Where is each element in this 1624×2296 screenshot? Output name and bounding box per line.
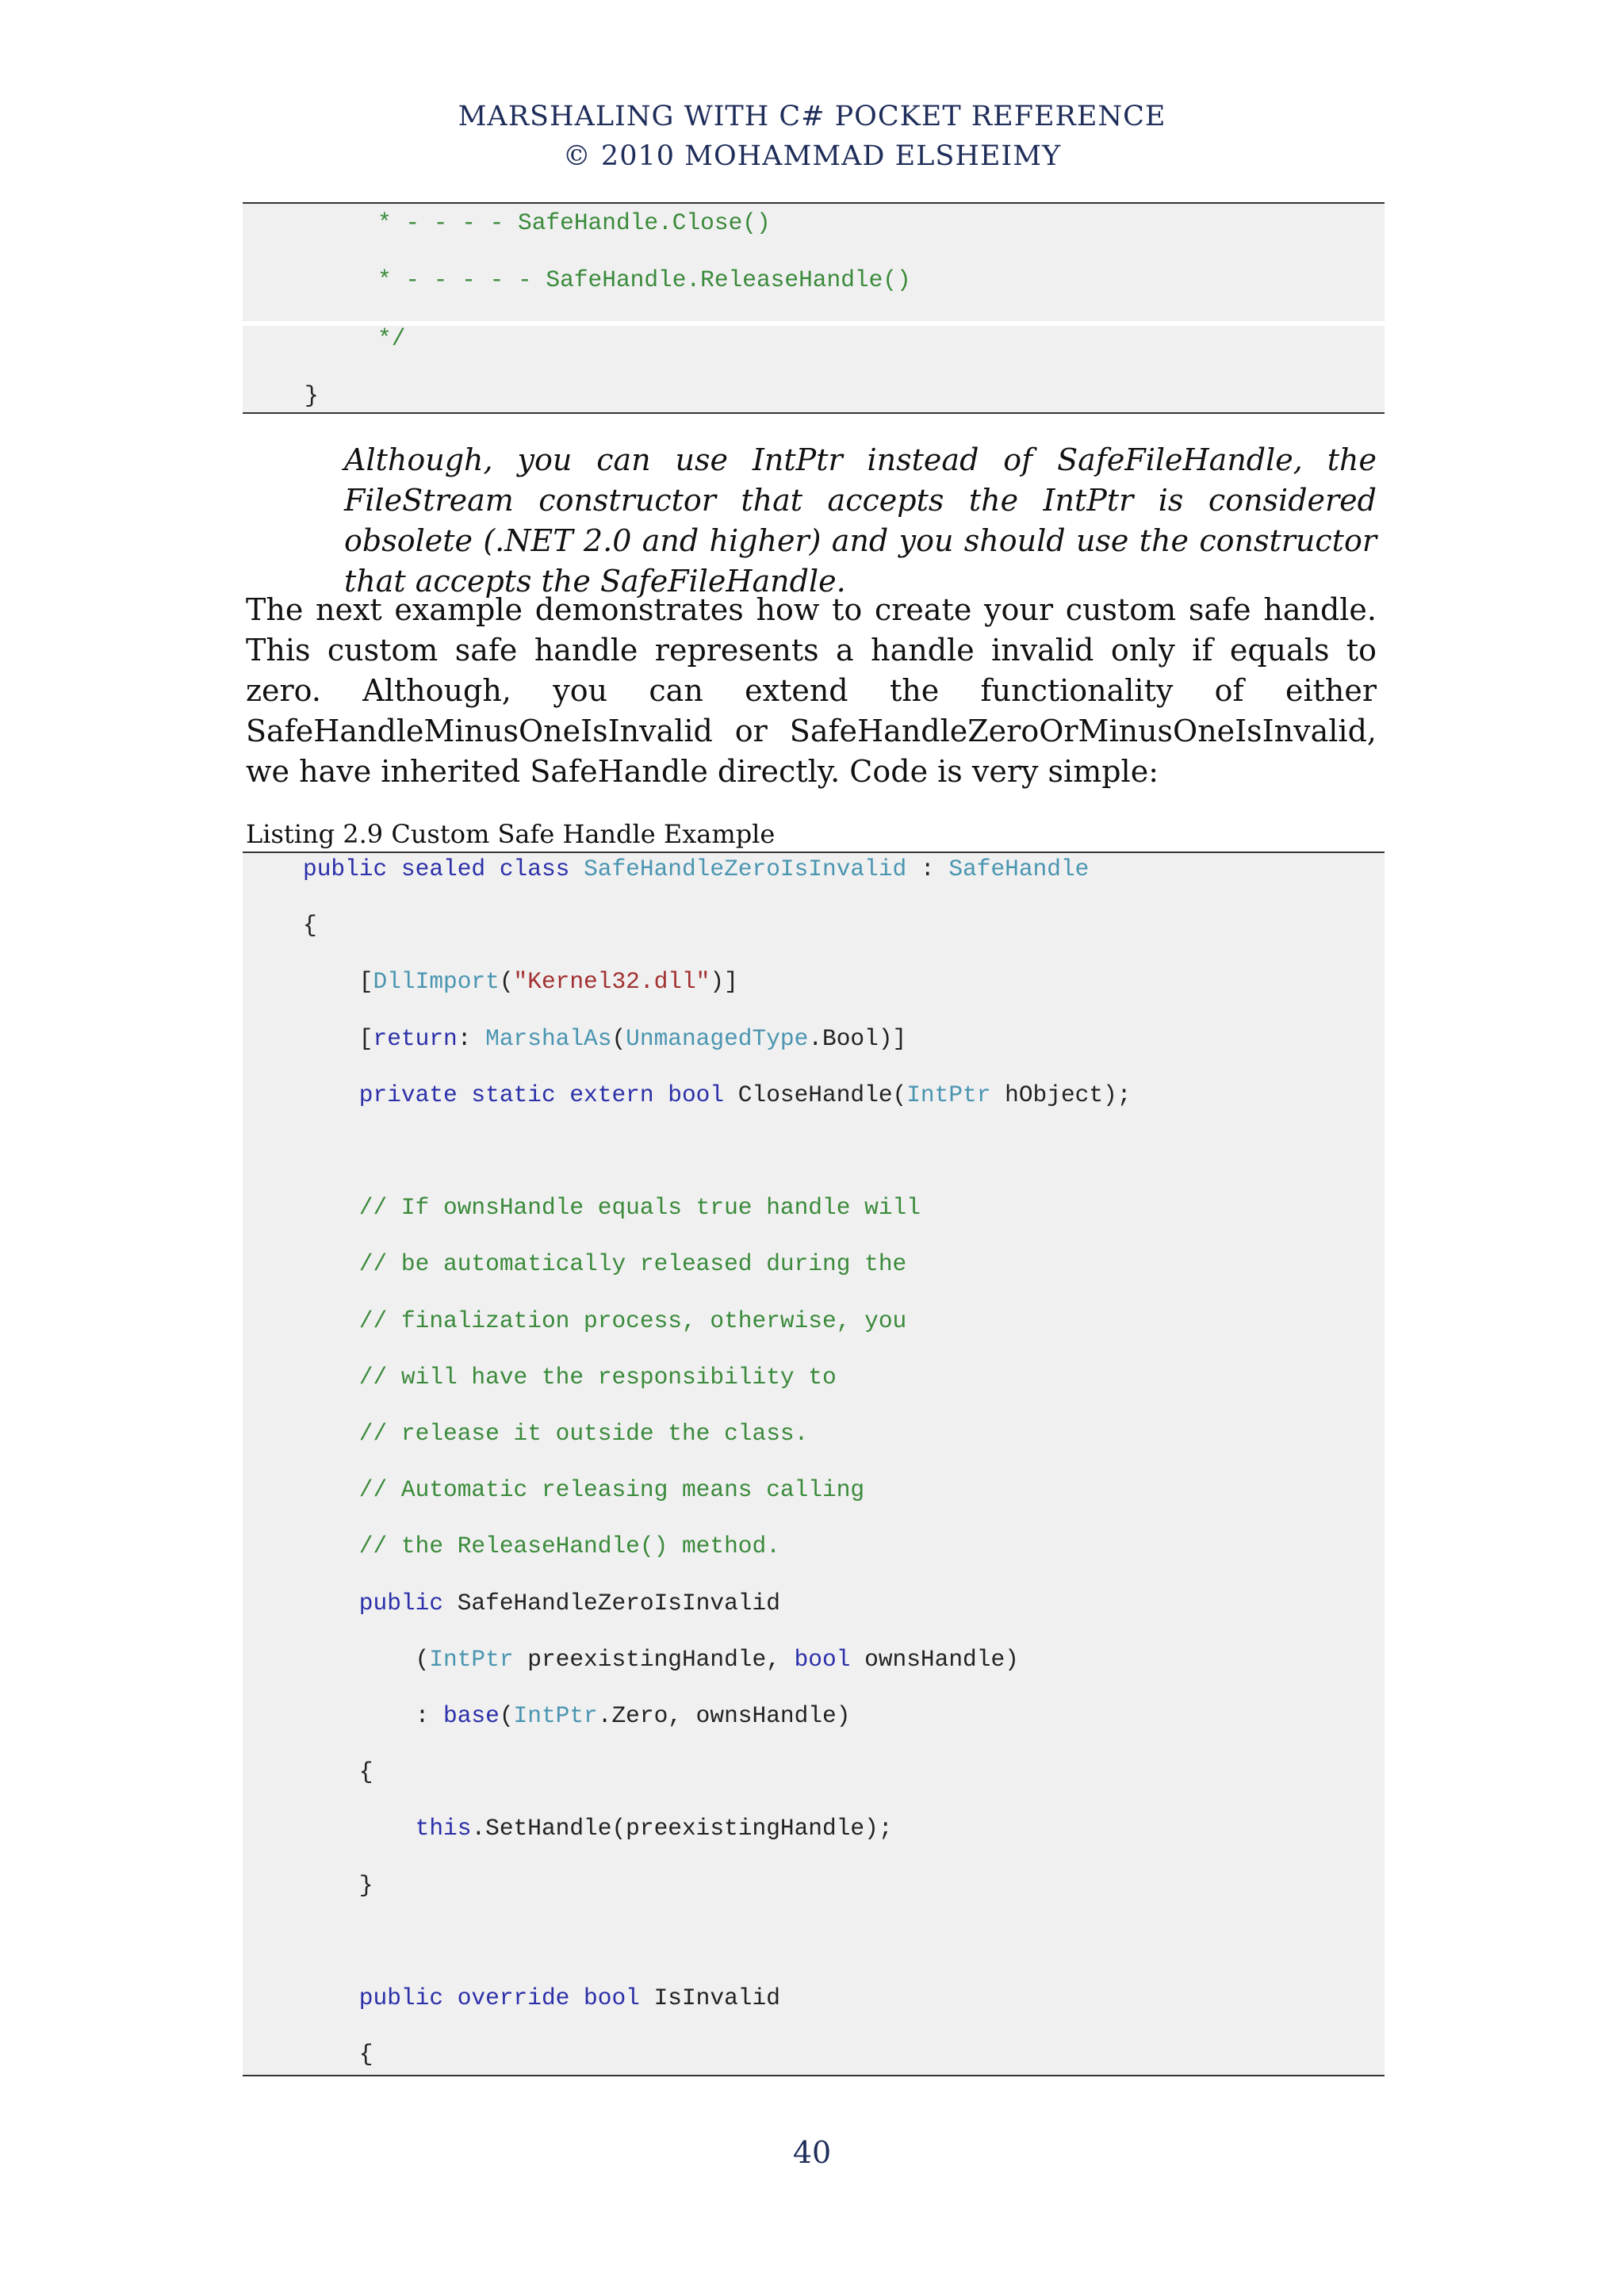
code-token: ( (611, 1024, 626, 1052)
code-token: private static extern bool (303, 1081, 738, 1108)
code-token: ( (499, 968, 514, 996)
code-line (303, 1023, 906, 1054)
code-token: public override bool (303, 1984, 654, 2011)
code-token: { (303, 912, 317, 939)
code-token: : (303, 1702, 444, 1729)
code-token: public sealed class (303, 855, 584, 882)
code-token: .SetHandle(preexistingHandle); (471, 1815, 893, 1843)
code-line (303, 1756, 373, 1788)
code-line (303, 1982, 780, 2014)
code-token: : (906, 855, 949, 882)
code-token: MarshalAs (485, 1024, 612, 1052)
code-token: return (373, 1024, 458, 1052)
code-line (303, 1644, 1019, 1675)
code-token: IntPtr (906, 1081, 991, 1108)
code-token: ( (499, 1702, 514, 1729)
code-token: [ (303, 968, 373, 996)
code-line (303, 1248, 906, 1280)
code-line: * - - - - SafeHandle.Close() (377, 209, 771, 236)
code-token: SafeHandleZeroIsInvalid (457, 1589, 780, 1617)
code-line (303, 1361, 837, 1393)
page-number: 40 (792, 2135, 832, 2170)
code-token: // the ReleaseHandle() method. (303, 1533, 780, 1560)
code-line (303, 1079, 1131, 1111)
code-token: ownsHandle) (850, 1645, 1019, 1673)
code-line (303, 1869, 373, 1901)
code-token: .Bool)] (808, 1024, 907, 1052)
italic-note: Although, you can use IntPtr instead of SafeFileHandle, the FileStream constructor that accepts the IntPtr is considered obsolete (.NET 2.0 and higher) and you should use the constructor that accepts the SafeFileHandle. (344, 442, 1377, 599)
code-token: // finalization process, otherwise, you (303, 1307, 907, 1334)
code-token: ( (303, 1645, 430, 1673)
code-line (303, 1700, 850, 1732)
code-line (303, 1812, 893, 1844)
code-token: : (457, 1024, 486, 1052)
code-line (303, 1192, 921, 1223)
code-token: preexistingHandle, (513, 1645, 795, 1673)
code-token: public (303, 1589, 458, 1617)
page-header (0, 97, 1624, 176)
code-line (303, 1305, 906, 1337)
code-line (303, 2038, 373, 2070)
code-line (303, 1530, 780, 1562)
code-token: base (443, 1702, 500, 1729)
code-snippet-continued (243, 202, 1385, 414)
body-paragraph: The next example demonstrates how to create your custom safe handle. This custom safe handle represents a handle invalid only if equals to zero. Although, you can extend the functionality of either SafeHandleMinusOneIsInvalid or SafeHandleZeroOrMinusOneIsInvalid, we have inherited SafeHandle directly. Code is very simple: (246, 592, 1377, 789)
code-token: CloseHandle( (737, 1081, 907, 1108)
code-line: */ (377, 325, 406, 352)
code-token: SafeHandleZeroIsInvalid (584, 855, 907, 882)
code-line: } (304, 382, 319, 409)
code-token: "Kernel32.dll" (513, 968, 710, 996)
code-token: bool (794, 1645, 851, 1673)
code-token: )] (710, 968, 738, 996)
header-title: MARSHALING WITH C# POCKET REFERENCE (458, 101, 1166, 132)
code-token: SafeHandle (948, 855, 1090, 882)
header-copyright: © 2010 MOHAMMAD ELSHEIMY (562, 140, 1062, 172)
code-token: IntPtr (513, 1702, 598, 1729)
code-token: hObject); (990, 1081, 1132, 1108)
code-token: .Zero, ownsHandle) (597, 1702, 851, 1729)
code-token: IntPtr (429, 1645, 514, 1673)
code-token: { (303, 2041, 373, 2068)
code-line (303, 966, 738, 997)
code-token: DllImport (373, 968, 500, 996)
code-line (303, 1418, 808, 1449)
code-line (303, 853, 1089, 885)
code-token: // release it outside the class. (303, 1420, 809, 1447)
listing-caption: Listing 2.9 Custom Safe Handle Example (246, 819, 776, 849)
code-token: IsInvalid (653, 1984, 780, 2011)
code-token: // Automatic releasing means calling (303, 1476, 865, 1504)
code-token: this (303, 1815, 472, 1843)
code-separator (243, 321, 1385, 326)
code-token: // If ownsHandle equals true handle will (303, 1194, 921, 1222)
code-line: * - - - - - SafeHandle.ReleaseHandle() (377, 266, 911, 293)
code-line (303, 1474, 864, 1506)
code-token: [ (303, 1024, 373, 1052)
code-token: { (303, 1758, 373, 1786)
code-listing (243, 851, 1385, 2076)
code-line (303, 1587, 780, 1619)
code-token: } (303, 1871, 373, 1899)
code-token: // will have the responsibility to (303, 1363, 837, 1391)
code-token: UnmanagedType (626, 1024, 809, 1052)
code-line (303, 909, 317, 941)
code-token: // be automatically released during the (303, 1250, 907, 1278)
